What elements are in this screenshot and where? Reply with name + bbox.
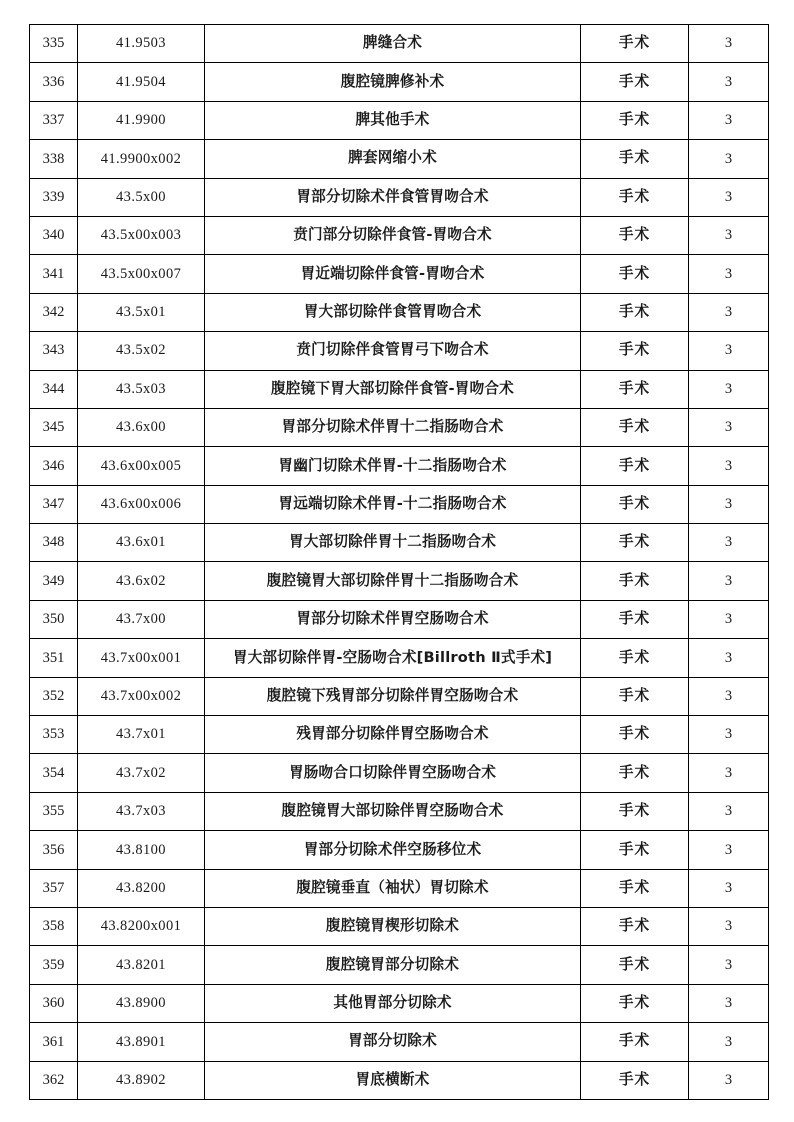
- table-row: [30, 754, 769, 792]
- cell-procedure-code: 43.6x00x005: [78, 447, 205, 485]
- cell-procedure-code: 43.7x03: [78, 792, 205, 830]
- cell-procedure-name: 胃幽门切除术伴胃-十二指肠吻合术: [205, 447, 581, 485]
- table-row: [30, 984, 769, 1022]
- cell-procedure-type: 手术: [581, 831, 689, 869]
- cell-procedure-name: 腹腔镜脾修补术: [205, 63, 581, 101]
- cell-procedure-name: 胃大部切除伴食管胃吻合术: [205, 293, 581, 331]
- cell-procedure-code: 43.6x00x006: [78, 485, 205, 523]
- cell-procedure-type: 手术: [581, 255, 689, 293]
- cell-sequence-number: 337: [30, 101, 78, 139]
- cell-procedure-code: 43.5x00: [78, 178, 205, 216]
- cell-procedure-level: 3: [689, 524, 769, 562]
- cell-sequence-number: 360: [30, 984, 78, 1022]
- table-row: [30, 869, 769, 907]
- procedure-table-body: [30, 25, 769, 1100]
- cell-sequence-number: 347: [30, 485, 78, 523]
- cell-procedure-type: 手术: [581, 907, 689, 945]
- cell-procedure-type: 手术: [581, 677, 689, 715]
- procedure-table: [29, 24, 769, 1100]
- table-row: [30, 716, 769, 754]
- cell-procedure-name: 脾其他手术: [205, 101, 581, 139]
- cell-procedure-name: 残胃部分切除伴胃空肠吻合术: [205, 716, 581, 754]
- cell-sequence-number: 345: [30, 408, 78, 446]
- cell-procedure-code: 43.5x03: [78, 370, 205, 408]
- cell-procedure-level: 3: [689, 907, 769, 945]
- table-row: [30, 946, 769, 984]
- cell-procedure-level: 3: [689, 63, 769, 101]
- table-row: [30, 101, 769, 139]
- cell-procedure-name: 胃近端切除伴食管-胃吻合术: [205, 255, 581, 293]
- cell-procedure-type: 手术: [581, 485, 689, 523]
- cell-procedure-type: 手术: [581, 293, 689, 331]
- cell-procedure-type: 手术: [581, 332, 689, 370]
- table-row: [30, 1023, 769, 1061]
- cell-procedure-name: 腹腔镜下残胃部分切除伴胃空肠吻合术: [205, 677, 581, 715]
- cell-procedure-code: 41.9504: [78, 63, 205, 101]
- cell-sequence-number: 350: [30, 600, 78, 638]
- cell-procedure-name: 脾缝合术: [205, 25, 581, 63]
- cell-procedure-type: 手术: [581, 408, 689, 446]
- cell-procedure-code: 41.9900: [78, 101, 205, 139]
- cell-sequence-number: 335: [30, 25, 78, 63]
- cell-procedure-code: 43.5x00x003: [78, 216, 205, 254]
- cell-sequence-number: 338: [30, 140, 78, 178]
- cell-procedure-type: 手术: [581, 216, 689, 254]
- cell-sequence-number: 339: [30, 178, 78, 216]
- cell-procedure-level: 3: [689, 639, 769, 677]
- cell-procedure-code: 43.5x00x007: [78, 255, 205, 293]
- cell-procedure-name: 胃部分切除术伴胃十二指肠吻合术: [205, 408, 581, 446]
- cell-procedure-type: 手术: [581, 370, 689, 408]
- cell-sequence-number: 343: [30, 332, 78, 370]
- cell-procedure-level: 3: [689, 677, 769, 715]
- cell-sequence-number: 351: [30, 639, 78, 677]
- cell-procedure-level: 3: [689, 1023, 769, 1061]
- cell-procedure-name: 贲门部分切除伴食管-胃吻合术: [205, 216, 581, 254]
- table-row: [30, 907, 769, 945]
- cell-procedure-code: 43.8200x001: [78, 907, 205, 945]
- cell-procedure-level: 3: [689, 178, 769, 216]
- cell-procedure-name: 胃部分切除术伴空肠移位术: [205, 831, 581, 869]
- cell-procedure-name: 胃部分切除术伴胃空肠吻合术: [205, 600, 581, 638]
- cell-procedure-code: 43.8200: [78, 869, 205, 907]
- cell-procedure-code: 43.8201: [78, 946, 205, 984]
- cell-procedure-name: 其他胃部分切除术: [205, 984, 581, 1022]
- table-row: [30, 216, 769, 254]
- cell-procedure-name: 胃大部切除伴胃-空肠吻合术[Billroth Ⅱ式手术]: [205, 639, 581, 677]
- cell-procedure-level: 3: [689, 216, 769, 254]
- cell-procedure-type: 手术: [581, 1061, 689, 1099]
- cell-procedure-level: 3: [689, 869, 769, 907]
- cell-sequence-number: 342: [30, 293, 78, 331]
- table-row: [30, 447, 769, 485]
- table-row: [30, 408, 769, 446]
- cell-sequence-number: 357: [30, 869, 78, 907]
- cell-procedure-type: 手术: [581, 754, 689, 792]
- table-row: [30, 1061, 769, 1099]
- cell-sequence-number: 353: [30, 716, 78, 754]
- cell-procedure-type: 手术: [581, 524, 689, 562]
- cell-procedure-level: 3: [689, 831, 769, 869]
- cell-procedure-code: 43.7x00x002: [78, 677, 205, 715]
- table-row: [30, 562, 769, 600]
- cell-procedure-code: 43.7x00: [78, 600, 205, 638]
- cell-procedure-code: 43.6x00: [78, 408, 205, 446]
- cell-sequence-number: 341: [30, 255, 78, 293]
- cell-sequence-number: 358: [30, 907, 78, 945]
- cell-procedure-name: 贲门切除伴食管胃弓下吻合术: [205, 332, 581, 370]
- cell-procedure-name: 腹腔镜胃部分切除术: [205, 946, 581, 984]
- cell-procedure-name: 胃大部切除伴胃十二指肠吻合术: [205, 524, 581, 562]
- cell-sequence-number: 355: [30, 792, 78, 830]
- cell-procedure-type: 手术: [581, 101, 689, 139]
- cell-sequence-number: 346: [30, 447, 78, 485]
- cell-procedure-type: 手术: [581, 984, 689, 1022]
- table-row: [30, 831, 769, 869]
- cell-procedure-level: 3: [689, 716, 769, 754]
- cell-sequence-number: 354: [30, 754, 78, 792]
- cell-procedure-code: 43.6x02: [78, 562, 205, 600]
- cell-procedure-type: 手术: [581, 1023, 689, 1061]
- cell-procedure-level: 3: [689, 140, 769, 178]
- cell-procedure-level: 3: [689, 754, 769, 792]
- table-row: [30, 178, 769, 216]
- cell-procedure-type: 手术: [581, 600, 689, 638]
- table-row: [30, 600, 769, 638]
- cell-procedure-code: 41.9503: [78, 25, 205, 63]
- cell-procedure-name: 胃肠吻合口切除伴胃空肠吻合术: [205, 754, 581, 792]
- cell-procedure-level: 3: [689, 447, 769, 485]
- cell-procedure-type: 手术: [581, 639, 689, 677]
- cell-sequence-number: 356: [30, 831, 78, 869]
- table-row: [30, 140, 769, 178]
- procedure-table-container: [29, 24, 768, 1100]
- cell-procedure-name: 腹腔镜胃大部切除伴胃空肠吻合术: [205, 792, 581, 830]
- cell-sequence-number: 359: [30, 946, 78, 984]
- cell-procedure-level: 3: [689, 255, 769, 293]
- table-row: [30, 677, 769, 715]
- table-row: [30, 63, 769, 101]
- cell-procedure-name: 脾套网缩小术: [205, 140, 581, 178]
- cell-procedure-level: 3: [689, 408, 769, 446]
- cell-procedure-name: 胃远端切除术伴胃-十二指肠吻合术: [205, 485, 581, 523]
- cell-procedure-level: 3: [689, 25, 769, 63]
- table-row: [30, 293, 769, 331]
- table-row: [30, 524, 769, 562]
- cell-procedure-name: 胃部分切除术伴食管胃吻合术: [205, 178, 581, 216]
- cell-procedure-code: 43.8901: [78, 1023, 205, 1061]
- cell-procedure-level: 3: [689, 370, 769, 408]
- cell-procedure-code: 43.5x01: [78, 293, 205, 331]
- cell-procedure-level: 3: [689, 792, 769, 830]
- cell-sequence-number: 362: [30, 1061, 78, 1099]
- table-row: [30, 255, 769, 293]
- cell-sequence-number: 340: [30, 216, 78, 254]
- cell-procedure-type: 手术: [581, 716, 689, 754]
- cell-procedure-name: 胃部分切除术: [205, 1023, 581, 1061]
- cell-procedure-code: 43.5x02: [78, 332, 205, 370]
- cell-procedure-name: 腹腔镜垂直（袖状）胃切除术: [205, 869, 581, 907]
- cell-procedure-level: 3: [689, 562, 769, 600]
- cell-procedure-level: 3: [689, 293, 769, 331]
- cell-procedure-level: 3: [689, 485, 769, 523]
- cell-procedure-name: 腹腔镜下胃大部切除伴食管-胃吻合术: [205, 370, 581, 408]
- cell-sequence-number: 348: [30, 524, 78, 562]
- cell-procedure-type: 手术: [581, 178, 689, 216]
- cell-procedure-type: 手术: [581, 869, 689, 907]
- cell-procedure-name: 腹腔镜胃大部切除伴胃十二指肠吻合术: [205, 562, 581, 600]
- cell-procedure-name: 胃底横断术: [205, 1061, 581, 1099]
- cell-procedure-level: 3: [689, 332, 769, 370]
- cell-procedure-type: 手术: [581, 447, 689, 485]
- cell-procedure-type: 手术: [581, 792, 689, 830]
- table-row: [30, 485, 769, 523]
- cell-sequence-number: 344: [30, 370, 78, 408]
- table-row: [30, 639, 769, 677]
- cell-procedure-code: 43.6x01: [78, 524, 205, 562]
- cell-sequence-number: 361: [30, 1023, 78, 1061]
- cell-procedure-code: 43.7x02: [78, 754, 205, 792]
- cell-procedure-code: 41.9900x002: [78, 140, 205, 178]
- cell-sequence-number: 336: [30, 63, 78, 101]
- cell-procedure-level: 3: [689, 946, 769, 984]
- cell-procedure-type: 手术: [581, 140, 689, 178]
- cell-procedure-code: 43.7x01: [78, 716, 205, 754]
- cell-procedure-level: 3: [689, 1061, 769, 1099]
- cell-procedure-code: 43.8900: [78, 984, 205, 1022]
- cell-procedure-code: 43.8902: [78, 1061, 205, 1099]
- cell-procedure-level: 3: [689, 600, 769, 638]
- table-row: [30, 792, 769, 830]
- cell-procedure-type: 手术: [581, 562, 689, 600]
- cell-procedure-code: 43.8100: [78, 831, 205, 869]
- table-row: [30, 332, 769, 370]
- cell-procedure-level: 3: [689, 984, 769, 1022]
- table-row: [30, 25, 769, 63]
- cell-procedure-type: 手术: [581, 946, 689, 984]
- cell-procedure-type: 手术: [581, 63, 689, 101]
- cell-sequence-number: 349: [30, 562, 78, 600]
- cell-procedure-type: 手术: [581, 25, 689, 63]
- cell-procedure-name: 腹腔镜胃楔形切除术: [205, 907, 581, 945]
- table-row: [30, 370, 769, 408]
- cell-procedure-code: 43.7x00x001: [78, 639, 205, 677]
- cell-sequence-number: 352: [30, 677, 78, 715]
- cell-procedure-level: 3: [689, 101, 769, 139]
